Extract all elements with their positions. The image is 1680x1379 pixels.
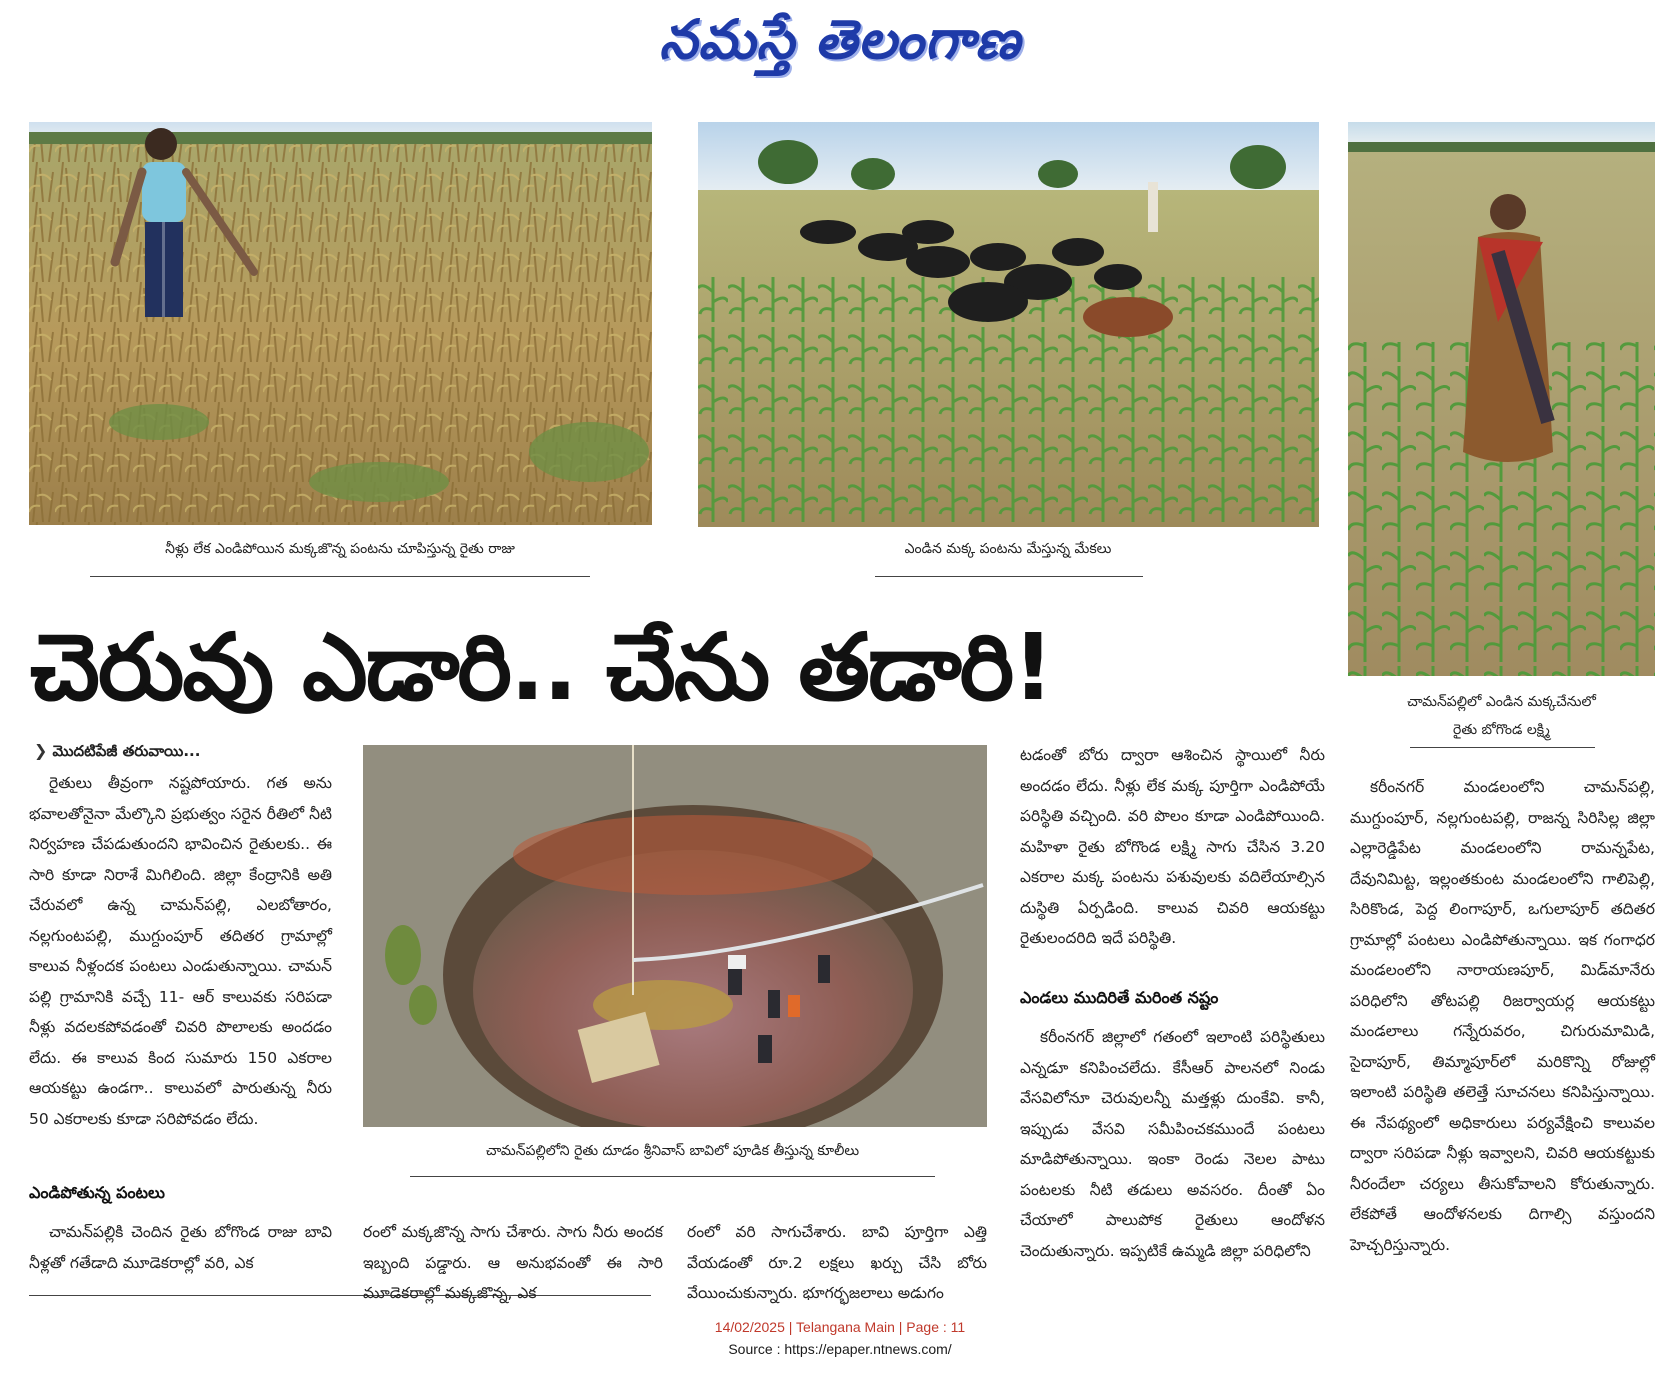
masthead-logo: నమస్తే తెలంగాణ [659,8,1021,71]
woman-photo-caption-2: రైతు బోగొండ లక్ష్మి [1453,722,1550,738]
column-4-paragraph-2: కరీంనగర్ జిల్లాలో గతంలో ఇలాంటి పరిస్థితులు ఎన్నడూ కనిపించలేదు. కేసీఆర్ పాలనలో నిండు వేసవిలోనూ చెరువులన్నీ మత్తళ్లు దుంకేవి. కానీ, ఇప్పుడు వేసవి సమీపించకముందే పంటలు మాడిపోతున్నాయి. ఇంకా రెండు నెలల పాటు పంటలకు నీటి తడులు అవసరం. దీంతో ఏం చేయాలో పాలుపోక రైతులు ఆందోళన చెందుతున్నారు. ఇప్పటికే ఉమ్మడి జిల్లా పరిధిలోని [1020,1028,1325,1260]
woman-photo-caption-1: చామన్‌పల్లిలో ఎండిన మక్కచేనులో [1407,694,1596,710]
footer [0,1316,1680,1360]
column-3-paragraph: రంలో వరి సాగుచేశారు. బావి పూర్తిగా ఎత్తి వేయడంతో రూ.2 లక్షలు ఖర్చు చేసి బోరు వేయించుకున్నారు. భూగర్భజలాలు అడుగం [687,1223,987,1302]
continued-from-front-page [34,741,334,764]
article-column-3 [687,1217,987,1309]
article-column-4 [1020,740,1325,954]
footer-date-page: 14/02/2025 | Telangana Main | Page : 11 [714,1319,966,1335]
well-photo [363,745,987,1127]
farmer-photo-caption: నీళ్లు లేక ఎండిపోయిన మక్కజొన్న పంటను చూపిస్తున్న రైతు రాజు [165,541,515,557]
column-4-paragraph-1: టడంతో బోరు ద్వారా ఆశించిన స్థాయిలో నీరు అందడం లేదు. నీళ్లు లేక మక్క పూర్తిగా ఎండిపోయే పరిస్థితి వచ్చింది. వరి పొలం కూడా ఎండిపోయింది. మహిళా రైతు బోగొండ లక్ష్మి సాగు చేసిన 3.20 ఎకరాల మక్క పంటను పశువులకు వదిలేయాల్సిన దుస్థితి ఏర్పడింది. కాలువ చివరి ఆయకట్టు రైతులందరిది ఇదే పరిస్థితి. [1020,746,1325,947]
article-column-2 [363,1217,663,1309]
woman-field-image [1348,122,1655,676]
woman-farmer-photo [1348,122,1655,676]
subhead-more-loss: ఎండలు ముదిరితే మరింత నష్టం [1020,988,1219,1007]
footer-source-link[interactable]: Source : https://epaper.ntnews.com/ [728,1341,952,1357]
continued-label: మొదటిపేజీ తరువాయి... [52,742,201,760]
farmer-field-image [29,122,652,525]
caption-underline [875,576,1143,577]
chevron-right-icon: ❯ [34,741,48,760]
article-column-1 [29,768,332,1134]
goats-photo [698,122,1319,527]
caption-underline [410,1176,935,1177]
column-1-paragraph-1: రైతులు తీవ్రంగా నష్టపోయారు. గత అను భవాలతోనైనా మేల్కొని ప్రభుత్వం సరైన రీతిలో నీటి నిర్వహణ చేపడుతుందని భావించిన రైతులకు.. ఈ సారి కూడా నిరాశే మిగిలింది. జిల్లా కేంద్రానికి అతి చేరువలో ఉన్న చామన్‌పల్లి, ఎలబోతారం, నల్లగుంటపల్లి, ముగ్దుంపూర్ తదితర గ్రామాల్లో కాలువ నీళ్లందక పంటలు ఎండుతున్నాయి. చామన్ పల్లి గ్రామానికి వచ్చే 11- ఆర్ కాలువకు సరిపడా నీళ్లు వదలకపోవడంతో చివరి పొలాలకు అందడం లేదు. ఈ కాలువ కింద సుమారు 150 ఎకరాల ఆయకట్టు ఉండగా.. కాలువలో పారుతున్న నీరు 50 ఎకరాలకు కూడా సరిపోవడం లేదు. [29,774,332,1128]
article-column-4-cont [1020,1022,1325,1266]
column-1-paragraph-2: చామన్‌పల్లికి చెందిన రైతు బోగొండ రాజు బావి నీళ్లతో గతేడాది మూడెకరాల్లో వరి, ఎక [29,1223,332,1272]
article-column-5 [1350,772,1655,1260]
farmer-photo [29,122,652,525]
headline: చెరువు ఎడారి.. చేను తడారి! [30,614,1053,721]
well-image [363,745,987,1127]
column-2-paragraph: రంలో మక్కజొన్న సాగు చేశారు. సాగు నీరు అందక ఇబ్బంది పడ్డారు. ఆ అనుభవంతో ఈ సారి మూడెకరాల్లో మక్కజొన్న, ఎక [363,1223,663,1302]
subhead-crops-drying: ఎండిపోతున్న పంటలు [29,1183,165,1202]
well-photo-caption: చామన్‌పల్లిలోని రైతు దూడం శ్రీనివాస్ బావిలో పూడిక తీస్తున్న కూలీలు [485,1143,860,1159]
goats-field-image [698,122,1319,527]
caption-underline [90,576,590,577]
article-column-1-cont [29,1217,332,1278]
caption-underline [1410,747,1595,748]
goats-photo-caption: ఎండిన మక్క పంటను మేస్తున్న మేకలు [904,541,1112,557]
column-5-paragraph: కరీంనగర్ మండలంలోని చామన్‌పల్లి, ముగ్దుంపూర్, నల్లగుంటపల్లి, రాజన్న సిరిసిల్ల జిల్లా ఎల్లారెడ్డిపేట మండలంలోని రామన్నపేట, దేవునిమిట్ట, ఇల్లంతకుంట మండలంలోని గాలిపెల్లి, సిరికొండ, పెద్ద లింగాపూర్, ఒగులాపూర్ తదితర గ్రామాల్లో పంటలు ఎండిపోతున్నాయి. ఇక గంగాధర మండలంలోని నారాయణపూర్, మిడ్‌మానేరు పరిధిలోని తోటపల్లి రిజర్వాయర్ల ఆయకట్టు మండలాలు గన్నేరువరం, చిగురుమామిడి, సైదాపూర్, తిమ్మాపూర్‌లో మరికొన్ని రోజుల్లో ఇలాంటి పరిస్థితి తలెత్తే సూచనలు కనిపిస్తున్నాయి. ఈ నేపథ్యంలో అధికారులు పర్యవేక్షించి కాలువల ద్వారా సరిపడా నీళ్లు ఇవ్వాలని, చివరి ఆయకట్టుకు నీరందేలా చర్యలు తీసుకోవాలని కోరుతున్నారు. లేకపోతే ఆందోళనలకు దిగాల్సి వస్తుందని హెచ్చరిస్తున్నారు. [1350,778,1655,1254]
